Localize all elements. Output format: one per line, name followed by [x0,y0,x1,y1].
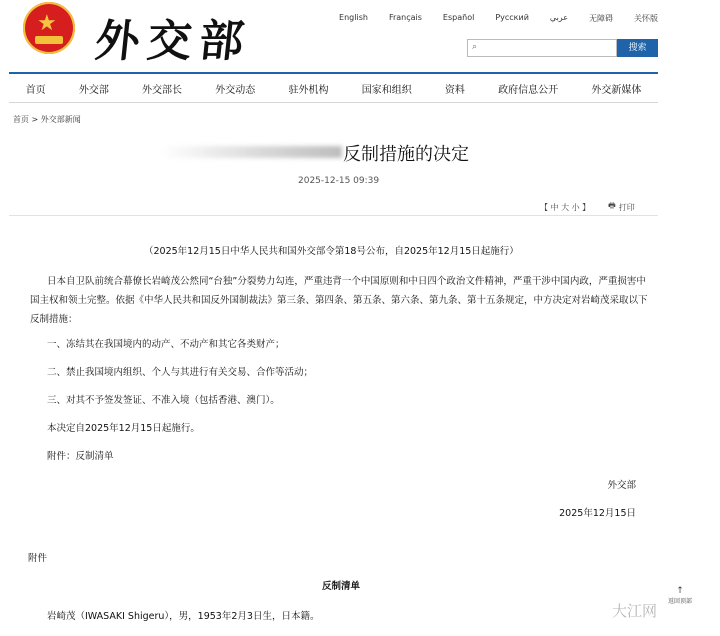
measure-2: 二、禁止我国境内组织、个人与其进行有关交易、合作等活动； [47,367,314,378]
lang-english-link[interactable]: English [339,13,368,22]
nav-ministry[interactable]: 外交部 [78,84,109,96]
watermark: 大江网 [612,602,658,620]
nav-gov-info[interactable]: 政府信息公开 [498,84,559,96]
search-icon: ⌕ [472,42,478,52]
nav-home[interactable]: 首页 [25,84,46,96]
nav-missions[interactable]: 驻外机构 [288,84,329,96]
language-links [318,13,658,24]
publish-datetime: 2025-12-15 09:39 [298,176,380,186]
signature-date: 2025年12月15日 [559,508,636,519]
measure-3: 三、对其不予签发签证、不准入境（包括香港、澳门）。 [47,395,280,406]
nav-countries-orgs[interactable]: 国家和组织 [361,84,412,96]
lang-arabic-link[interactable]: عربي [549,13,568,22]
font-size-switcher[interactable]: 【 中 大 小 】 [540,202,591,212]
arrow-up-icon: ↑ [676,586,684,596]
article-tools [540,200,635,214]
appendix-label: 附件 [28,553,48,564]
article-subtitle: （2025年12月15日中华人民共和国外交部令第18号公布，自2025年12月15日起施行） [144,246,519,257]
signature: 外交部 [607,480,636,491]
printer-icon: 🖶 [608,201,616,210]
print-label: 打印 [618,202,635,212]
article-intro: 日本自卫队前统合幕僚长岩崎茂公然同“台独”分裂势力勾连，严重违背一个中国原则和中日四个政治文件精神，严重干涉中国内政，严重损害中国主权和领土完整。依据《中华人民共和国反外国制裁法》第三条、第四条、第五条、第六条、第九条、第十五条规定，中方决定对岩崎茂采取以下反制措施： [30,276,648,325]
lang-spanish-link[interactable]: Español [442,13,475,22]
care-version-link[interactable]: 关怀版 [634,14,658,23]
redacted-title-bar [162,146,342,158]
accessibility-link[interactable]: 无障碍 [589,14,613,23]
divider [9,215,658,216]
back-to-top-button[interactable] [668,586,692,605]
attachment-reference: 附件：反制清单 [47,451,114,462]
list-entry: 岩崎茂（IWASAKI Shigeru），男，1953年2月3日生，日本籍。 [47,611,320,622]
effective-date-text: 本决定自2025年12月15日起施行。 [47,423,200,434]
main-nav [9,72,658,103]
page-title: 反制措施的决定 [343,144,469,165]
search-button[interactable]: 搜索 [617,39,658,57]
emblem-base [35,36,63,44]
star-icon: ★ [37,11,57,36]
nav-resources[interactable]: 资料 [444,84,465,96]
nav-new-media[interactable]: 外交新媒体 [591,84,642,96]
list-title: 反制清单 [322,581,361,592]
print-button[interactable] [608,200,635,214]
national-emblem-logo [23,2,75,54]
breadcrumb[interactable]: 首页 > 外交部新闻 [13,115,81,124]
measure-1: 一、冻结其在我国境内的动产、不动产和其它各类财产； [47,339,285,350]
search-input[interactable] [484,40,616,56]
back-to-top-label: 返回顶部 [668,598,693,605]
lang-russian-link[interactable]: Русский [495,13,529,22]
nav-minister[interactable]: 外交部长 [142,84,183,96]
search-box [467,39,617,57]
nav-diplomatic-news[interactable]: 外交动态 [215,84,256,96]
site-logo-text[interactable]: 外交部 [92,16,255,67]
lang-french-link[interactable]: Français [388,13,422,22]
